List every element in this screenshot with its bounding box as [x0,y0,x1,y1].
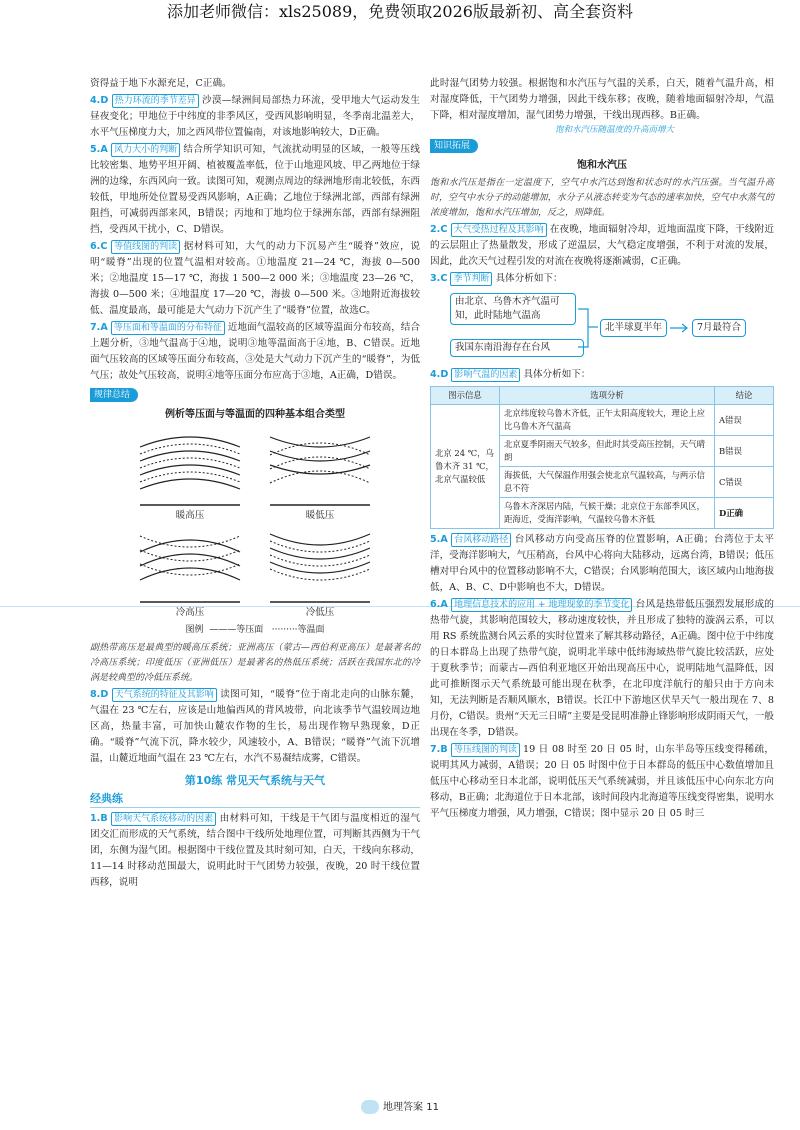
answer-6 [430,597,774,741]
answer-5 [90,142,420,238]
paragraph: 此时湿气团势力较强。根据饱和水汽压与气温的关系，白天，随着气温升高，相对湿度降低，干气团势力增强，因此干线东移；夜晚，随着地面辐射冷却，气温下降，相对湿度增加，湿气团势力增强，干线出现西移。B正确。 [430,78,774,121]
answer-7 [90,320,420,384]
diagram-warm-low [265,425,375,522]
table-cell-analysis: 海拔低，大气保温作用强会使北京气温较高，与两示信息不符 [500,467,715,498]
answer-text: 结合所学知识可知，气流扰动明显的区域，一般等压线比较密集、地势平坦开阔、植被覆盖率低，位于山地迎风坡、甲乙两地位于绿洲的边缘，东西风向一致。读图可知，观测点周边的绿洲地形南北较低，东西较低，甲地所处位置易受西风影响，A正确；乙地位于绿洲北部，西部有绿洲阻挡，可减弱西部来风，B错误；丙地和丁地均位于绿洲东部，西部有绿洲阻挡，受西风干扰小，C、D错误。 [90,144,420,235]
legend-solid-line: ——— [209,625,237,635]
keyword-tag: 等压面和等温面的分布特征 [111,321,225,335]
analysis-table [430,386,774,529]
left-column [90,76,420,892]
answer-text: 在夜晚，地面辐射冷却，近地面温度下降，干线附近的云层阻止了热量散发，形成了逆温层，大气稳定度增强，不利于对流的发展，因此，此次天气过程引发的对流在夜晚将逐渐减弱，C正确。 [430,224,774,267]
answer-text: 台风移动方向受高压脊的位置影响，A正确；台湾位于太平洋，受海洋影响大，气压稍高，台风中心将向大陆移动，远离台湾，B错误；低压槽对甲台风中的位置移动影响不大，C错误；台风影响范围大，该区域内山地海拔低，A、B、C、D中影响也不大，D错误。 [430,534,774,593]
diagram-cold-low [265,522,375,619]
answer-text: 具体分析如下： [523,369,591,380]
answer-text: 19 日 08 时至 20 日 05 时，山东半岛等压线变得稀疏，说明其风力减弱，A错误；20 日 05 时图中位于日本群岛的低压中心数值增加且低压中心移动至日本北部，说明低压天气系统减弱，并且该低压中心向东北方向移动，B正确；北海道位于日本北部，该时间段内北海道等压线变得密集，说明水平气压梯度力增强，风力增强，C错误；图中显示 20 日 05 时三 [430,744,774,819]
question-number: 3.C [430,273,448,284]
table-header-row [431,387,774,405]
keyword-tag: 大气受热过程及其影响 [451,223,547,237]
answer-text: 由材料可知，干线是干气团与温度相近的湿气团交汇而形成的天气系统，结合图中干线所处地理位置，可判断其西侧为干气团，东侧为湿气团。根据图中干线位置及其时刻可知，白天，干线向东移动，11—14 时移动范围最大，说明此时干气团势力较强，夜晚，20 时干线位置西移，说明 [90,813,420,888]
diagram-label: 暖高压 [175,510,205,521]
diagram-legend [90,622,420,638]
cold-low-svg [265,522,375,606]
column-header: 结论 [715,387,774,405]
section-title: 第10练 常见天气系统与天气 [184,774,326,787]
keyword-tag: 等压线图的判读 [451,743,520,757]
answer-text: 据材料可知，大气的动力下沉易产生“暖脊”效应，说明“暖脊”出现的位置气温相对较高。①地温度 21—24 ℃，海拔 0—500 米；②地温度 15—17 ℃，海拔 1 500—2 000 米；③地温度 23—26 ℃，海拔 0—500 米；④地温度 17—20 ℃，海拔 0—500 米。③地附近海拔较低、温度最高，最可能是大气动力下沉产生了“暖脊”位置，故选C。 [90,241,420,316]
flow-box-season: 北半球夏半年 [600,319,667,337]
legend-dashed-line: ········· [271,625,298,635]
rule-title: 例析等压面与等温面的四种基本组合类型 [165,409,345,420]
answer-4 [90,93,420,141]
keyword-tag: 地理信息技术的应用 + 地理现象的季节变化 [451,598,632,612]
rule-summary-tag: 规律总结 [90,388,138,402]
knowledge-text: 饱和水汽压是指在一定温度下，空气中水汽达到饱和状态时的水汽压强。当气温升高时，空气中水分子的动能增加，水分子从液态转变为气态的速率加快，空气中水蒸气的浓度增加，饱和水汽压增加，反之，则降低。 [430,178,774,218]
table-cell-conclusion: C错误 [715,467,774,498]
isobar-diagram-group [90,425,420,619]
diagram-label: 暖低压 [305,510,335,521]
answer-1 [90,811,420,891]
question-number: 4.D [430,369,449,380]
diagram-label: 冷低压 [305,607,335,618]
keyword-tag: 天气系统的特征及其影响 [112,688,217,702]
answer-text: 沙漠—绿洲间局部热力环流，受甲地大气运动发生昼夜变化；甲地位于中纬度的非季风区，受西风影响明显，冬季南北温差大，水平气压梯度力大，加之西风带位置偏南，对该地影响较大，D正确。 [90,95,420,138]
cold-high-svg [135,522,245,606]
question-number: 5.A [430,534,448,545]
table-cell-conclusion: D正确 [715,498,774,529]
flow-box-temperature: 由北京、乌鲁木齐气温可知，此时陆地气温高 [450,293,576,325]
flow-bracket [576,301,600,357]
table-cell-analysis: 北京纬度较乌鲁木齐低，正午太阳高度较大，理论上应比乌鲁木齐气温高 [500,405,715,436]
keyword-tag: 季节判断 [450,272,492,286]
keyword-tag: 热力环流的季节差异 [112,94,199,108]
table-cell-conclusion: A错误 [715,405,774,436]
flow-box-typhoon: 我国东南沿海存在台风 [450,339,584,357]
legend-isotherm: 等温面 [297,625,325,635]
legend-isobar: 等压面 [236,625,264,635]
question-number: 5.A [90,144,108,155]
diagram-cold-high [135,522,245,619]
keyword-tag: 影响气温的因素 [451,368,520,382]
publisher-logo-icon [361,1100,379,1114]
question-number: 6.A [430,599,448,610]
answer-6 [90,239,420,319]
rule-note: 副热带高压是最典型的暖高压系统；亚洲高压（蒙古—西伯利亚高压）是最著名的冷高压系统；印度低压（亚洲低压）是最著名的热低压系统；活跃在我国东北的冷涡是较典型的冷低压系统。 [90,643,420,683]
answer-8 [90,687,420,767]
table-row [431,405,774,436]
keyword-tag: 影响天气系统移动的因素 [111,812,216,826]
table-cell-analysis: 北京夏季阴雨天气较多，但此时其受高压控制，天气晴朗 [500,436,715,467]
legend-prefix: 图例 [185,625,204,635]
answer-text: 读图可知，“暖脊”位于南北走向的山脉东麓，气温在 23 ℃左右，应该是山地偏西风的背风坡带，向北该季节气温较周边地区高，热量丰富，可加快山麓农作物的生长，易出现作物早熟现象，D正确。“暖脊”气流下沉，降水较少，风速较小，A、B错误；“暖脊”气流下沉增温，山麓近地面气温在 23 ℃左右，水汽不易凝结成雾，C错误。 [90,689,420,764]
answer-3 [430,271,774,287]
keyword-tag: 风力大小的判断 [111,143,180,157]
question-number: 1.B [90,813,108,824]
table-cell-info: 北京 24 ℃，乌鲁木齐 31 ℃，北京气温较低 [431,405,500,529]
table-cell-conclusion: B错误 [715,436,774,467]
right-column [430,76,774,823]
reasoning-flow [430,291,774,363]
keyword-tag: 等值线图的判读 [111,240,180,254]
watermark-banner: 添加老师微信：xls25089，免费领取2026版最新初、高全套资料 [167,2,633,21]
answer-5 [430,532,774,596]
footer-text: 地理答案 11 [383,1102,439,1113]
paragraph: 资得益于地下水源充足，C正确。 [90,78,232,89]
question-number: 4.D [90,95,109,106]
classic-practice-heading: 经典练 [90,791,420,808]
handwritten-note: 饱和水汽压随温度的升高而增大 [555,125,675,135]
answer-4 [430,367,774,383]
table-cell-analysis: 乌鲁木齐深居内陆，气候干燥；北京位于东部季风区，距海近，受海洋影响，气温较乌鲁木齐低 [500,498,715,529]
warm-high-svg [135,425,245,509]
answer-text: 近地面气温较高的区域等温面分布较高，结合上题分析，③地气温高于④地，说明③地等温面高于④地，B、C错误。近地面气压较高的区域等压面分布较高，③处是大气动力下沉产生的“暖脊”，为低气压；故处气压较高，说明④地等压面分布应高于③地，A正确，D错误。 [90,322,421,381]
answer-7 [430,742,774,822]
flow-box-result: 7月最符合 [692,319,746,337]
answer-text: 台风是热带低压强烈发展形成的热带气旋，其影响范围较大，移动速度较快，并且形成了独特的漩涡云系，可以用 RS 系统监测台风云系的实时位置来了解其移动路径，A正确。图中位于中纬度的日本群岛上出现了热带气旋，说明北半球中低纬海域热带气旋比较活跃，应处于夏秋季节；而蒙古—西伯利亚地区开始出现高压中心，说明陆地气温降低，因此可推断图示天气系统最可能出现在秋季，在北印度洋航行的船只由于方向未知，无法判断是否顺风顺水，B错误。长江中下游地区伏旱天气一般出现在 7、8 月份，C错误。贵州“天无三日晴”主要是受昆明准静止锋影响形成阴雨天气，一般出现在冬季，D错误。 [430,599,774,738]
column-header: 图示信息 [431,387,500,405]
question-number: 8.D [90,689,109,700]
answer-text: 具体分析如下： [495,273,563,284]
diagram-warm-high [135,425,245,522]
question-number: 6.C [90,241,108,252]
knowledge-title: 饱和水汽压 [577,160,627,171]
page-footer [0,1100,800,1116]
warm-low-svg [265,425,375,509]
diagram-label: 冷高压 [175,607,205,618]
question-number: 2.C [430,224,448,235]
flow-arrow-icon [670,323,690,333]
keyword-tag: 台风移动路径 [451,533,511,547]
column-header: 选项分析 [500,387,715,405]
knowledge-tag: 知识拓展 [430,139,478,153]
question-number: 7.B [430,744,448,755]
answer-2 [430,222,774,270]
question-number: 7.A [90,322,108,333]
